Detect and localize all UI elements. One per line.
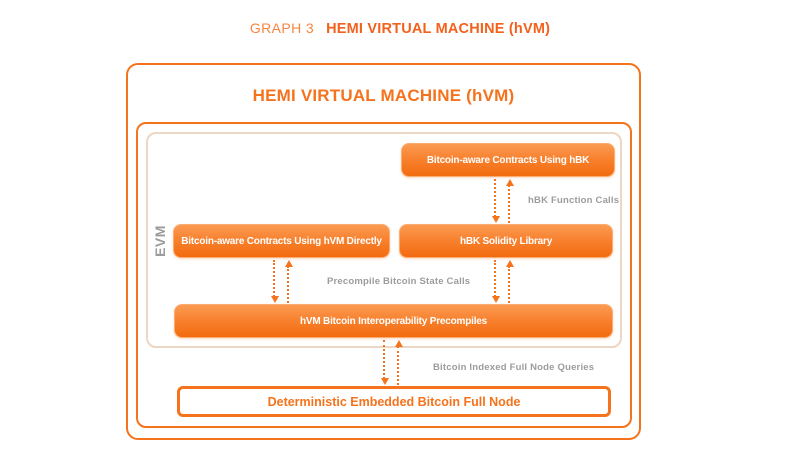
dotted-arrow-up-icon bbox=[505, 179, 514, 223]
edge-label-precompile-bitcoin-state-calls: Precompile Bitcoin State Calls bbox=[327, 276, 471, 287]
node-deterministic-embedded-bitcoin-full-node bbox=[177, 386, 611, 417]
evm-label: EVM bbox=[152, 225, 168, 257]
figure-caption bbox=[12, 20, 788, 38]
node-hvm-bitcoin-interoperability-precompiles bbox=[174, 304, 613, 338]
dotted-arrow-up-icon bbox=[394, 340, 403, 385]
dotted-arrow-up-icon bbox=[505, 260, 514, 303]
dotted-arrow-up-icon bbox=[284, 260, 293, 303]
edge-label-bitcoin-indexed-full-node-queries: Bitcoin Indexed Full Node Queries bbox=[433, 362, 595, 373]
diagram-title: HEMI VIRTUAL MACHINE (hVM) bbox=[252, 86, 515, 105]
figure-caption-title: HEMI VIRTUAL MACHINE (hVM) bbox=[326, 21, 551, 37]
node-hbk-solidity-library bbox=[399, 224, 613, 258]
dotted-arrow-down-icon bbox=[491, 260, 500, 303]
dotted-arrow-down-icon bbox=[270, 260, 279, 303]
node-label: Bitcoin-aware Contracts Using hBK bbox=[426, 154, 590, 166]
dotted-arrow-down-icon bbox=[491, 179, 500, 223]
node-label: hVM Bitcoin Interoperability Precompiles bbox=[299, 315, 488, 327]
edge-label-hbk-function-calls: hBK Function Calls bbox=[528, 195, 620, 206]
dotted-arrow-down-icon bbox=[380, 340, 389, 385]
node-bitcoin-aware-contracts-hbk bbox=[401, 143, 615, 177]
node-label: Bitcoin-aware Contracts Using hVM Directly bbox=[181, 235, 382, 247]
node-label: hBK Solidity Library bbox=[459, 235, 553, 247]
figure-number: GRAPH 3 bbox=[249, 20, 315, 36]
node-label: Deterministic Embedded Bitcoin Full Node bbox=[267, 394, 521, 409]
node-bitcoin-aware-contracts-hvm-directly bbox=[173, 224, 390, 258]
